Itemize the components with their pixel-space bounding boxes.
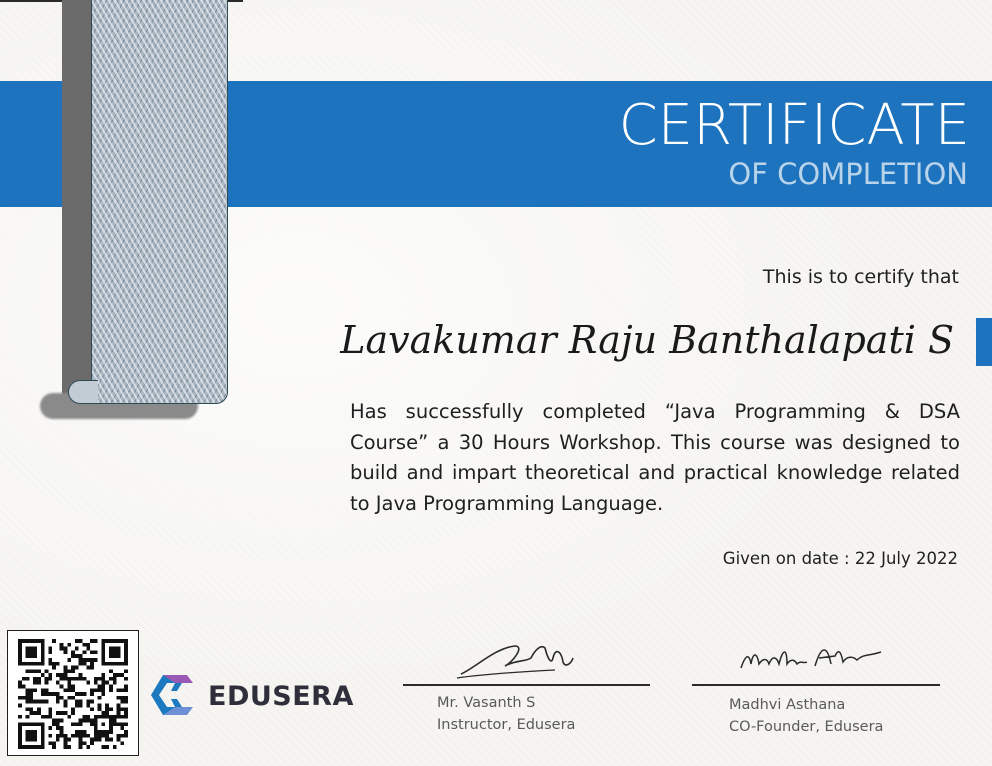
edusera-logo-icon xyxy=(149,669,199,721)
certificate-title: CERTIFICATE xyxy=(618,93,970,158)
cofounder-name: Madhvi Asthana xyxy=(729,697,846,713)
cofounder-role: CO-Founder, Edusera xyxy=(729,719,884,735)
ribbon-curl xyxy=(68,380,98,404)
instructor-signature xyxy=(455,638,575,680)
instructor-role: Instructor, Edusera xyxy=(437,717,576,733)
certificate-subtitle: OF COMPLETION xyxy=(728,157,968,191)
decorative-ribbon xyxy=(91,0,228,404)
instructor-signature-line xyxy=(403,684,650,686)
course-description: Has successfully completed “Java Programming & DSA Course” a 30 Hours Workshop. This course was designed to build and impart theoretical and practical knowledge related to Java Programming Language. xyxy=(350,400,960,515)
ribbon-shadow xyxy=(62,0,92,400)
instructor-name: Mr. Vasanth S xyxy=(437,695,536,711)
cofounder-signature-line xyxy=(692,684,940,686)
side-accent-tab xyxy=(976,318,992,366)
certify-intro: This is to certify that xyxy=(762,266,959,288)
qr-code-icon xyxy=(18,639,128,749)
recipient-name: Lavakumar Raju Banthalapati S xyxy=(340,318,954,362)
edusera-wordmark: EDUSERA xyxy=(208,681,354,712)
cofounder-signature xyxy=(735,638,885,678)
issue-date: Given on date : 22 July 2022 xyxy=(722,549,958,568)
